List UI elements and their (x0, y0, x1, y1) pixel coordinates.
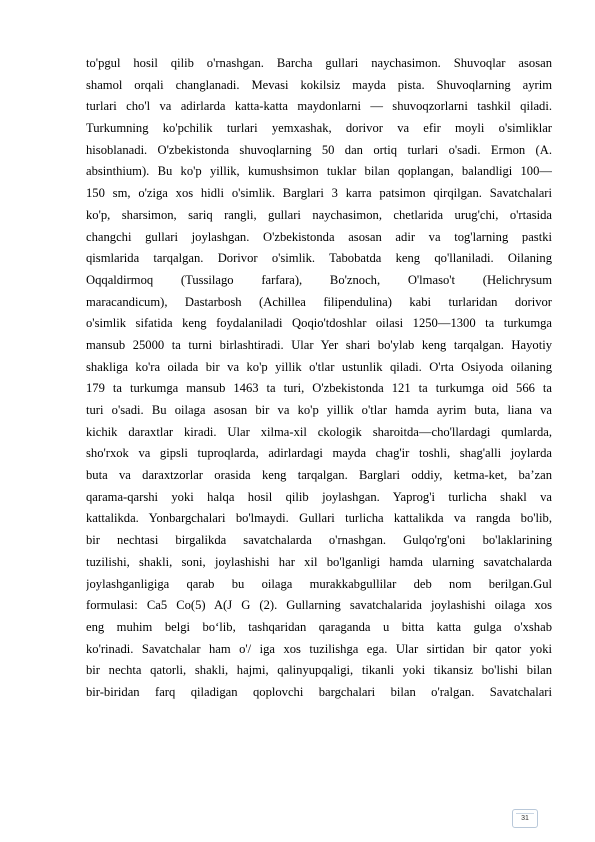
text-line: to'pgul hosil qilib o'rnashgan. Barcha gullari naychasimon. Shuvoqlar asosan (86, 56, 552, 70)
text-line: turlari cho'l va adirlarda katta-katta maydonlarni — shuvoqzorlarni tashkil qiladi. (86, 99, 552, 114)
text-line: o'simlik sifatida keng foydalaniladi Qoqio'tdoshlar oilasi 1250—1300 ta turkumga (86, 316, 552, 331)
text-line: 179 ta turkumga mansub 1463 ta turi, O'zbekistonda 121 ta turkumga oid 566 ta (86, 381, 552, 396)
text-line: buta va daraxtzorlar orasida keng tarqalgan. Barglari oddiy, ketma-ket, ba’zan (86, 468, 552, 483)
text-line: qismlarida tarqalgan. Dorivor o'simlik. Tabobatda keng qo'llaniladi. Oilaning (86, 251, 552, 266)
text-line: changchi gullari joylashgan. O'zbekistonda asosan adir va tog'larning pastki (86, 229, 552, 244)
text-line: maracandicum), Dastarbosh (Achillea filipendulina) kabi turlaridan dorivor (86, 294, 552, 309)
text-line: ko'p, sharsimon, sariq rangli, gullari naychasimon, chetlarida urug'chi, o'rtasida (86, 207, 552, 222)
text-line: qarama-qarshi yoki halqa hosil qilib joylashgan. Yaprog'i turlicha shakl va (86, 489, 552, 504)
text-line: bir nechta qatorli, shakli, hajmi, qalinyupqaligi, tikanli yoki tikansiz bo'lishi bilan (86, 663, 552, 678)
text-line: kichik daraxtlar kiradi. Ular xilma-xil ckologik sharoitda—cho'llardagi qumlarda, (86, 424, 552, 439)
text-line: bir-biridan farq qiladigan qoplovchi bargchalari bilan o'ralgan. Savatchalari (86, 684, 552, 699)
text-line: bir nechtasi birgalikda savatchalarda o'rnashgan. Gulqo'rg'oni bo'laklarining (86, 533, 552, 548)
text-line: absinthium). Bu ko'p yillik, kumushsimon tuklar bilan qoplangan, balandligi 100— (86, 164, 552, 179)
text-line: sho'rxok va gipsli tuproqlarda, adirlardagi mayda chag'ir toshli, shag'alli joylarda (86, 446, 552, 461)
text-line: joylashganligiga qarab bu oilaga murakkabgullilar deb nom berilgan.Gul (86, 576, 552, 591)
text-line: tuzilishi, shakli, soni, joylashishi har xil bo'lganligi hamda ularning savatchalarda (86, 554, 552, 569)
page-number (512, 809, 538, 828)
text-line: kattalikda. Yonbargchalari bo'lmaydi. Gullari turlicha kattalikda va rangda bo'lib, (86, 511, 552, 526)
text-line: hisoblanadi. O'zbekistonda shuvoqlarning 50 dan ortiq turlari o'sadi. Ermon (A. (86, 142, 552, 157)
page-number-label: 31 (521, 815, 529, 822)
text-line: ko'rinadi. Savatchalar ham o'/ iga xos tuzilishga ega. Ular sirtidan bir qator yoki (86, 641, 552, 656)
text-line: eng muhim belgi bo‘lib, tashqaridan qaraganda u bitta katta gulga o'xshab (86, 619, 552, 634)
text-line: shamol orqali changlanadi. Mevasi kokilsiz mayda pista. Shuvoqlarning ayrim (86, 77, 552, 92)
text-line: Oqqaldirmoq (Tussilago farfara), Bo'znoch, O'lmaso't (Helichrysum (86, 272, 552, 287)
text-line: 150 sm, o'ziga xos hidli o'simlik. Barglari 3 karra patsimon qirqilgan. Savatchalari (86, 186, 552, 201)
text-line: turi o'sadi. Bu oilaga asosan bir va ko'p yillik o'tlar hamda ayrim buta, liana va (86, 403, 552, 417)
text-line: shakliga ko'ra oilada bir va ko'p yillik o'tlar ustunlik qiladi. O'rta Osiyoda oilaning (86, 359, 552, 374)
text-line: Turkumning ko'pchilik turlari yemxashak, dorivor va efir moyli o'simliklar (86, 121, 552, 136)
text-line: mansub 25000 ta turni birlashtiradi. Ular Yer shari bo'ylab keng tarqalgan. Hayotiy (86, 337, 552, 352)
page-body (86, 53, 552, 704)
text-line: formulasi: Ca5 Co(5) A(J G (2). Gullarning savatchalarida joylashishi oilaga xos (86, 598, 552, 613)
